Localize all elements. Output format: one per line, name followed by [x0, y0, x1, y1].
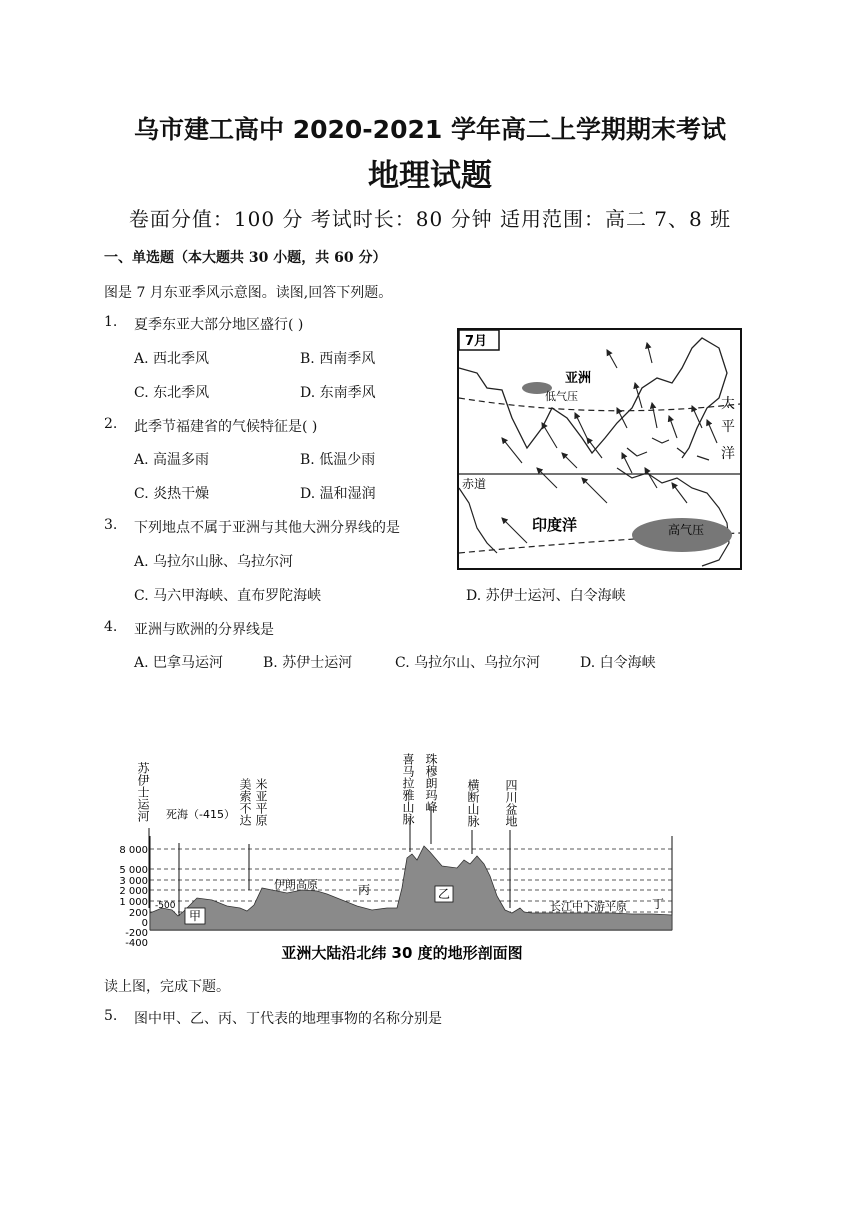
y-axis-labels	[119, 845, 148, 949]
svg-text:1 000: 1 000	[119, 897, 148, 908]
pacific-char-1: 太	[721, 396, 735, 412]
label-bing: 丙	[358, 883, 371, 897]
exam-info: 卷面分值：100 分 考试时长：80 分钟 适用范围：高二 7、8 班	[128, 207, 732, 231]
svg-text:-400: -400	[125, 938, 148, 949]
subject-title: 地理试题	[368, 158, 492, 194]
monsoon-map	[457, 328, 742, 570]
label-dead-sea: 死海（-415）	[166, 808, 235, 821]
high-pressure-label: 高气压	[668, 523, 705, 537]
option-a[interactable]: A. 西北季风	[134, 351, 210, 367]
question-text: 夏季东亚大部分地区盛行( )	[134, 317, 304, 333]
option-d[interactable]: D. 苏伊士运河、白令海峡	[466, 588, 626, 604]
profile-caption: 亚洲大陆沿北纬 30 度的地形剖面图	[281, 944, 523, 962]
svg-text:0: 0	[141, 918, 148, 929]
svg-text:3 000: 3 000	[119, 876, 148, 887]
option-d[interactable]: D. 东南季风	[300, 385, 376, 401]
label-yi: 乙	[438, 887, 451, 901]
svg-text:8 000: 8 000	[119, 845, 148, 856]
label-everest: 珠穆朗玛峰	[424, 753, 438, 813]
label-himalaya: 喜马拉雅山脉	[401, 753, 415, 825]
label-iran: 伊朗高原	[274, 878, 318, 891]
label-sichuan: 四川盆地	[504, 779, 518, 827]
question-text: 此季节福建省的气候特征是( )	[134, 419, 318, 435]
option-c[interactable]: C. 乌拉尔山、乌拉尔河	[395, 655, 541, 671]
question-number: 5.	[104, 1008, 118, 1024]
question-text: 下列地点不属于亚洲与其他大洲分界线的是	[134, 520, 400, 536]
map-month-label: 7月	[465, 334, 488, 349]
option-b[interactable]: B. 低温少雨	[300, 452, 376, 468]
svg-text:2 000: 2 000	[119, 886, 148, 897]
question-number: 2.	[104, 416, 118, 432]
option-a[interactable]: A. 高温多雨	[134, 452, 210, 468]
question-number: 3.	[104, 517, 118, 533]
svg-text:200: 200	[128, 908, 148, 919]
option-b[interactable]: B. 西南季风	[300, 351, 376, 367]
label-mesopotamia-2: 米亚平原	[254, 778, 268, 826]
label-jia: 甲	[189, 909, 202, 923]
exam-title: 乌市建工高中 2020-2021 学年高二上学期期末考试	[134, 115, 726, 144]
option-a[interactable]: A. 乌拉尔山脉、乌拉尔河	[134, 554, 294, 570]
terrain-profile-figure	[112, 748, 680, 966]
label-ding: 丁	[652, 897, 665, 911]
svg-text:-200: -200	[125, 928, 148, 939]
asia-label: 亚洲	[565, 371, 592, 386]
question-5	[104, 1008, 524, 1028]
pacific-char-2: 平	[721, 419, 735, 435]
option-c[interactable]: C. 东北季风	[134, 385, 210, 401]
option-b[interactable]: B. 苏伊士运河	[263, 655, 353, 671]
label-yangtze: 长江中下游平原	[550, 900, 627, 913]
option-c[interactable]: C. 马六甲海峡、直布罗陀海峡	[134, 588, 322, 604]
question-text: 图中甲、乙、丙、丁代表的地理事物的名称分别是	[134, 1011, 442, 1027]
option-d[interactable]: D. 白令海峡	[580, 655, 656, 671]
label-hengduan: 横断山脉	[466, 779, 480, 827]
question-number: 1.	[104, 314, 118, 330]
question-1	[104, 314, 434, 334]
equator-label: 赤道	[462, 477, 487, 491]
label-suez: 苏伊士运河	[136, 762, 150, 822]
svg-text:5 000: 5 000	[119, 865, 148, 876]
terrain-silhouette	[150, 846, 672, 930]
label-mesopotamia-1: 美索不达	[238, 778, 252, 826]
question-text: 亚洲与欧洲的分界线是	[134, 622, 274, 638]
intro-text-2: 读上图，完成下题。	[104, 979, 230, 995]
question-2	[104, 416, 434, 436]
question-number: 4.	[104, 619, 118, 635]
question-3	[104, 517, 434, 537]
low-pressure-label: 低气压	[545, 390, 578, 403]
option-c[interactable]: C. 炎热干燥	[134, 486, 210, 502]
question-4	[104, 619, 434, 639]
option-d[interactable]: D. 温和湿润	[300, 486, 376, 502]
section-heading: 一、单选题（本大题共 30 小题，共 60 分）	[104, 250, 387, 266]
option-a[interactable]: A. 巴拿马运河	[134, 655, 224, 671]
indian-ocean-label: 印度洋	[532, 516, 578, 534]
label-minus-500: -500	[155, 901, 176, 911]
intro-text: 图是 7 月东亚季风示意图。读图,回答下列题。	[104, 285, 393, 301]
pacific-char-3: 洋	[721, 446, 735, 462]
